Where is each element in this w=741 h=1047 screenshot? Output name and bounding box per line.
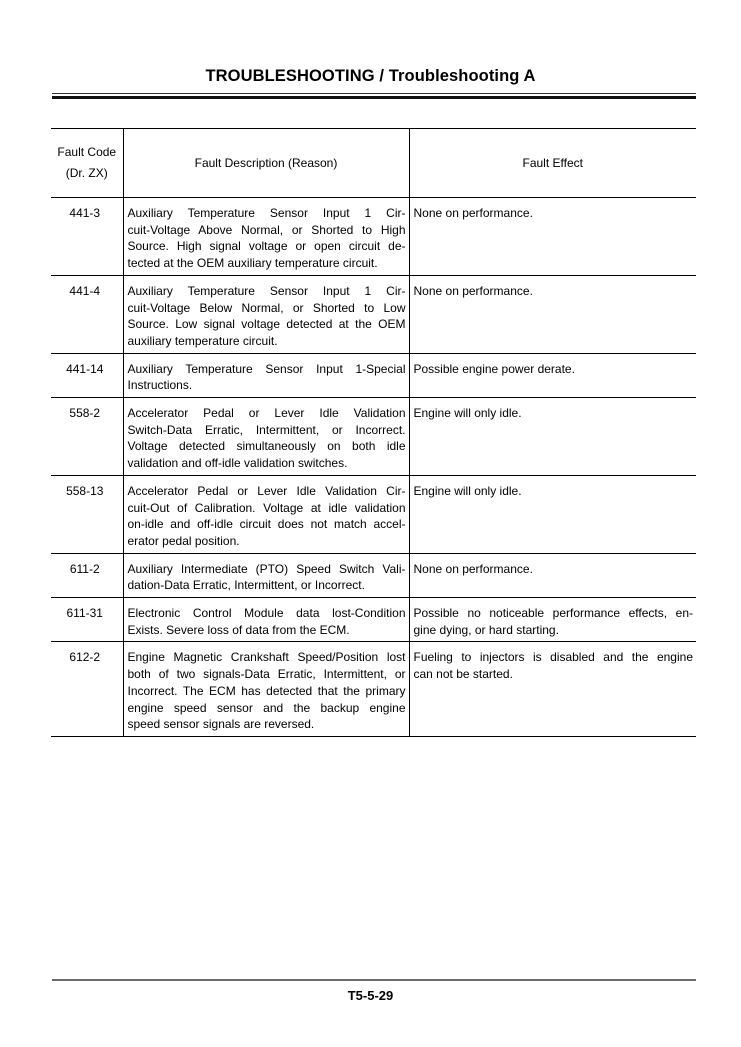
fault-description-line: Auxiliary Temperature Sensor Input 1 Cir- xyxy=(127,206,406,220)
fault-code-cell: 611-31 xyxy=(51,598,123,642)
fault-description-line: engine speed sensor and the backup engine xyxy=(127,700,406,715)
fault-description-line: Switch-Data Erratic, Intermittent, or Incorrect. xyxy=(127,422,406,437)
fault-description-cell xyxy=(123,475,409,553)
page-number: T5-5-29 xyxy=(347,988,394,1003)
fault-description-line: on-idle and off-idle circuit does not match accel- xyxy=(127,517,406,532)
table-header-row xyxy=(51,129,696,198)
fault-description-cell xyxy=(123,275,409,353)
title-divider-thin xyxy=(52,93,696,94)
fault-description-cell xyxy=(123,642,409,737)
fault-description-line: Exists. Severe loss of data from the ECM. xyxy=(127,622,350,637)
fault-description-line: cuit-Out of Calibration. Voltage at idle validation xyxy=(127,500,406,515)
fault-effect-cell xyxy=(409,475,696,553)
fault-effect-cell xyxy=(409,198,696,276)
column-header-fault-code-line2: (Dr. ZX) xyxy=(65,166,108,180)
fault-effect-cell xyxy=(409,598,696,642)
fault-description-line: cuit-Voltage Above Normal, or Shorted to High xyxy=(127,222,406,237)
fault-code-cell: 441-14 xyxy=(51,353,123,397)
fault-description-line: Electronic Control Module data lost-Condition xyxy=(127,606,406,621)
title-divider-thick xyxy=(52,96,696,99)
fault-effect-line: None on performance. xyxy=(413,561,533,576)
fault-effect-cell xyxy=(409,553,696,597)
fault-effect-line: Possible engine power derate. xyxy=(413,361,575,376)
fault-description-line: both of two signals-Data Erratic, Intermittent, or xyxy=(127,667,406,682)
fault-description-line: Accelerator Pedal or Lever Idle Validation Cir- xyxy=(127,483,406,498)
column-header-fault-code-line1: Fault Code xyxy=(57,145,117,159)
footer-divider xyxy=(52,979,696,981)
fault-code-cell: 611-2 xyxy=(51,553,123,597)
fault-description-line: Engine Magnetic Crankshaft Speed/Position lost xyxy=(127,650,406,665)
fault-description-line: Incorrect. The ECM has detected that the primary xyxy=(127,683,406,698)
table-row xyxy=(51,398,696,476)
fault-description-line: Voltage detected simultaneously on both idle xyxy=(127,439,406,454)
table-row xyxy=(51,198,696,276)
fault-description-line: speed sensor signals are reversed. xyxy=(127,717,315,732)
fault-effect-line: can not be started. xyxy=(413,667,513,682)
fault-description-cell xyxy=(123,398,409,476)
fault-effect-line: None on performance. xyxy=(413,206,533,220)
column-header-fault-code xyxy=(51,129,123,198)
fault-description-line: Auxiliary Temperature Sensor Input 1 Cir- xyxy=(127,283,406,298)
fault-effect-line: None on performance. xyxy=(413,283,533,298)
fault-effect-cell xyxy=(409,642,696,737)
fault-code-cell: 441-4 xyxy=(51,275,123,353)
fault-description-line: Source. Low signal voltage detected at the OEM xyxy=(127,317,406,332)
fault-description-line: cuit-Voltage Below Normal, or Shorted to Low xyxy=(127,300,406,315)
fault-effect-cell xyxy=(409,398,696,476)
fault-description-line: Auxiliary Temperature Sensor Input 1-Special xyxy=(127,361,406,376)
column-header-fault-description: Fault Description (Reason) xyxy=(123,129,409,198)
fault-description-cell xyxy=(123,198,409,276)
column-header-fault-effect: Fault Effect xyxy=(409,129,696,198)
fault-description-line: Accelerator Pedal or Lever Idle Validation xyxy=(127,406,406,421)
table-row xyxy=(51,642,696,737)
fault-effect-line: Possible no noticeable performance effects, en- xyxy=(413,606,693,621)
fault-description-line: Instructions. xyxy=(127,378,193,393)
fault-code-cell: 558-13 xyxy=(51,475,123,553)
table-body xyxy=(51,198,696,737)
fault-description-line: erator pedal position. xyxy=(127,533,240,548)
fault-description-line: dation-Data Erratic, Intermittent, or Incorrect. xyxy=(127,578,365,593)
fault-description-line: Source. High signal voltage or open circuit de- xyxy=(127,239,406,254)
fault-effect-cell xyxy=(409,275,696,353)
fault-effect-line: gine dying, or hard starting. xyxy=(413,622,559,637)
fault-effect-cell xyxy=(409,353,696,397)
table-row xyxy=(51,553,696,597)
fault-description-line: auxiliary temperature circuit. xyxy=(127,333,278,348)
fault-code-cell: 558-2 xyxy=(51,398,123,476)
table-row xyxy=(51,275,696,353)
fault-code-cell: 441-3 xyxy=(51,198,123,276)
fault-description-line: tected at the OEM auxiliary temperature circuit. xyxy=(127,256,378,271)
table-row xyxy=(51,475,696,553)
fault-effect-line: Engine will only idle. xyxy=(413,406,522,421)
fault-code-cell: 612-2 xyxy=(51,642,123,737)
fault-description-line: validation and off-idle validation switches. xyxy=(127,456,348,471)
fault-description-cell xyxy=(123,353,409,397)
fault-effect-line: Fueling to injectors is disabled and the engine xyxy=(413,650,693,665)
table-row xyxy=(51,353,696,397)
fault-description-cell xyxy=(123,598,409,642)
fault-effect-line: Engine will only idle. xyxy=(413,483,522,498)
table-row xyxy=(51,598,696,642)
fault-description-cell xyxy=(123,553,409,597)
fault-description-line: Auxiliary Intermediate (PTO) Speed Switch Vali- xyxy=(127,561,406,576)
page-title: TROUBLESHOOTING / Troubleshooting A xyxy=(205,67,536,85)
fault-code-table xyxy=(51,128,696,737)
